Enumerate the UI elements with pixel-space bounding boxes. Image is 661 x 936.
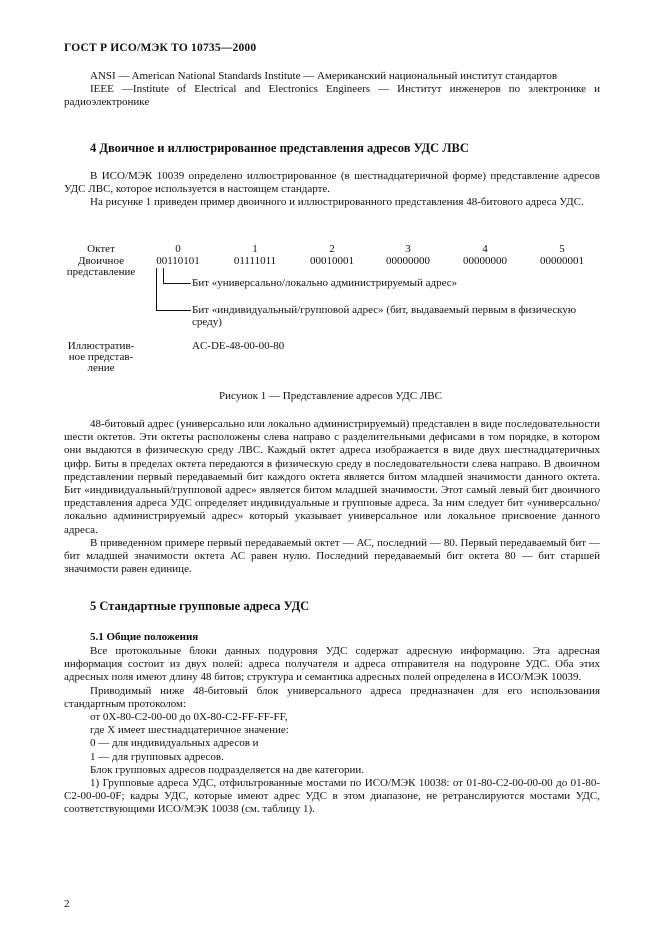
figure-caption: Рисунок 1 — Представление адресов УДС ЛВС (219, 390, 442, 402)
section-5-title: 5 Стандартные групповые адреса УДС (90, 599, 310, 613)
address-range-line: от 0X-80-C2-00-00 до 0X-80-C2-FF-FF-FF, (90, 711, 288, 724)
body-paragraph: Блок групповых адресов подразделяется на две категории. (90, 763, 365, 776)
binary-octet: 00000001 (540, 255, 584, 267)
illustrated-value: AC-DE-48-00-00-80 (192, 340, 285, 352)
binary-octet: 00010001 (310, 255, 354, 267)
body-paragraph: Приводимый ниже 48-битовый блок универсального адреса предназначен для его использования стандартным протоколом: (64, 684, 600, 710)
section-4-paragraph: В ИСО/МЭК 10039 определено иллюстрированное (в шестнадцатеричной форме) представление адресов УДС ЛВС, которое используется в настоящем стандарте. (64, 170, 600, 196)
octet-label: Октет (87, 243, 115, 255)
annotation-ig-bit: среду) (192, 316, 222, 328)
bit-connector-line (156, 310, 191, 311)
section-4-explanation (64, 418, 600, 576)
annotation-ig-bit: Бит «индивидуальный/групповой адрес» (бит, выдаваемый первым в физическую (192, 304, 577, 316)
bit-connector-line (156, 268, 157, 310)
address-note-line: где X имеет шестнадцатеричное значение: (90, 724, 289, 737)
abbreviation-ansi: ANSI — American National Standards Institute — Американский национальный институт стандартов (90, 70, 558, 82)
bit-connector-line (163, 283, 191, 284)
abbreviation-ieee: IEEE —Institute of Electrical and Electronics Engineers — Институт инженеров по электронике и радиоэлектронике (64, 83, 600, 109)
octet-number: 2 (329, 243, 335, 255)
page-number: 2 (64, 898, 70, 910)
binary-octet: 00000000 (386, 255, 430, 267)
octet-number: 1 (252, 243, 258, 255)
octet-number: 0 (175, 243, 181, 255)
subsection-5-1-title: 5.1 Общие положения (90, 631, 199, 643)
octet-number: 4 (482, 243, 488, 255)
binary-label: представление (66, 266, 136, 278)
body-paragraph: 48-битовый адрес (универсально или локально администрируемый) представлен в виде последовательности шести октетов. Эти октеты расположены слева направо с разделительными дефисами в том порядке, в котором они выдаются в физическую среду ЛВС. Каждый октет адреса изображается в виде двух шестнадцатеричных цифр. Биты в пределах октета передаются в физическую среду в последовательности слева направо. В двоичном представлении первый передаваемый бит каждого октета является битом младшей значимости данного октета. Бит «индивидуальный/групповой адрес» является битом младшей значимости. Этот самый левый бит двоичного представления адреса УДС определяет индивидуальные и групповые адреса. За ним следует бит «универсально/локально администрируемый адрес» который указывает универсальное или локальное присвоение данного адреса. (64, 418, 600, 536)
section-5-body (64, 645, 600, 817)
body-paragraph: 1) Групповые адреса УДС, отфильтрованные мостами по ИСО/МЭК 10038: от 01-80-С2-00-00-00 до 01-80-С2-00-00-0F; кадры УДС, которые имеют адрес УДС в этом диапазоне, не ретранслируются мостами УДС, соответствующими ИСО/МЭК 10038 (см. таблицу 1). (64, 777, 600, 816)
section-4-title: 4 Двоичное и иллюстрированное представления адресов УДС ЛВС (90, 141, 469, 155)
octet-number: 5 (559, 243, 565, 255)
address-note-line: 0 — для индивидуальных адресов и (90, 737, 259, 750)
illustrated-label: ное представ- (68, 351, 134, 363)
binary-octet: 01111011 (233, 255, 277, 267)
bit-connector-line (163, 268, 164, 283)
binary-label: Двоичное (78, 255, 124, 267)
binary-octet: 00000000 (463, 255, 507, 267)
octet-number: 3 (405, 243, 411, 255)
illustrated-label: Иллюстратив- (67, 340, 135, 352)
body-paragraph: Все протокольные блоки данных подуровня УДС содержат адресную информацию. Эта адресная информация состоит из двух полей: адреса получателя и адреса отправителя на подуровне УДС. Оба этих адресных поля имеют длину 48 битов; структура и семантика адресных полей определена в ИСО/МЭК 10039. (64, 645, 600, 684)
body-paragraph: В приведенном примере первый передаваемый октет — АС, последний — 80. Первый передаваемый бит — бит младшей значимости октета АС равен нулю. Последний передаваемый бит октета 80 — бит старшей значимости равен единице. (64, 536, 600, 576)
page-header: ГОСТ Р ИСО/МЭК ТО 10735—2000 (64, 42, 257, 54)
annotation-ul-bit: Бит «универсально/локально администрируемый адрес» (192, 277, 458, 289)
binary-octet: 00110101 (156, 255, 200, 267)
section-4-paragraph: На рисунке 1 приведен пример двоичного и иллюстрированного представления 48-битового адреса УДС. (90, 196, 584, 209)
illustrated-label: ление (87, 362, 115, 374)
address-note-line: 1 — для групповых адресов. (90, 750, 224, 763)
